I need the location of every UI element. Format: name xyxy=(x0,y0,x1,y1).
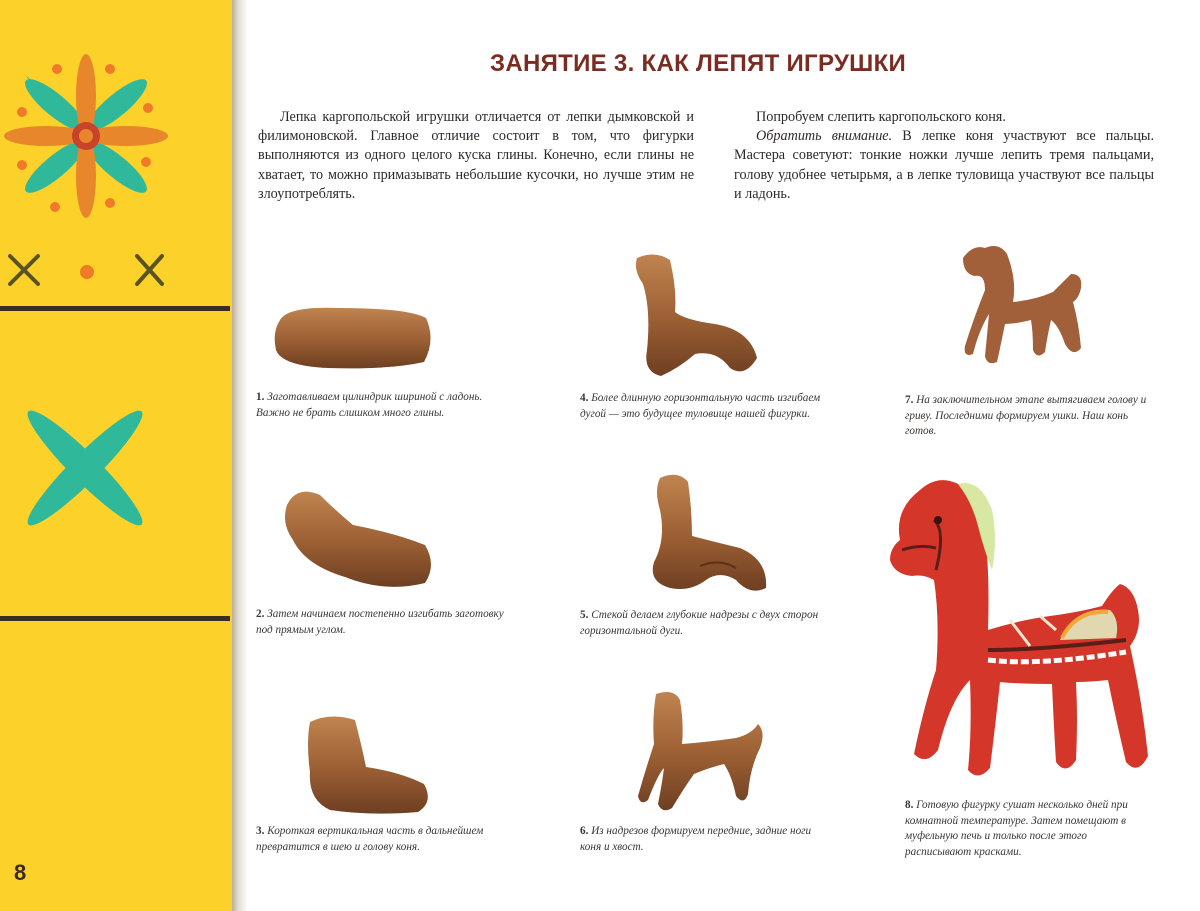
step-2-bent-clay-image xyxy=(275,485,440,595)
attention-label: Обратить внимание. xyxy=(756,128,893,145)
intro-paragraph: Лепка каргопольской игрушки отличается от лепки дымковской и филимоновской. Главное отличие состоит в том, что фигурки выполняются из одного целого куска глины. Конечно, если глины не хватает, то можно примазывать небольшие кусочки, но лучше этим не злоупотреблять. xyxy=(258,109,694,202)
intro-left-column xyxy=(258,108,694,204)
step-3-clay-boot-image xyxy=(300,712,435,817)
step-caption-1: 1. Заготавливаем цилиндрик шириной с ладонь. Важно не брать слишком много глины. xyxy=(256,391,483,419)
band-divider xyxy=(0,306,230,311)
page-number: 8 xyxy=(14,860,27,885)
step-7-clay-horse-image xyxy=(955,240,1090,370)
step-4-clay-arch-image xyxy=(625,250,765,385)
flower-ornament-icon xyxy=(0,0,232,311)
step-caption-3: 3. Короткая вертикальная часть в дальнейшем превратится в шею и голову коня. xyxy=(256,825,484,853)
step-1-clay-cylinder-image xyxy=(268,300,438,380)
intro-lead: Попробуем слепить каргопольского коня. xyxy=(756,109,1006,125)
step-8-painted-horse-image xyxy=(880,470,1160,790)
intro-right-column xyxy=(734,108,1154,204)
step-caption-5: 5. Стекой делаем глубокие надрезы с двух сторон горизонтальной дуги. xyxy=(580,609,819,637)
band-divider xyxy=(0,616,230,621)
step-caption-2: 2. Затем начинаем постепенно изгибать заготовку под прямым углом. xyxy=(256,608,504,636)
page-title: ЗАНЯТИЕ 3. КАК ЛЕПЯТ ИГРУШКИ xyxy=(490,50,907,77)
step-5-clay-notched-image xyxy=(640,470,775,605)
page-gutter-shadow xyxy=(232,0,248,911)
step-caption-4: 4. Более длинную горизонтальную часть изгибаем дугой — это будущее туловище нашей фигурки. xyxy=(580,392,821,420)
decorative-side-band xyxy=(0,0,232,911)
step-6-clay-legs-image xyxy=(628,688,773,818)
attention-note xyxy=(734,127,1154,204)
step-caption-6: 6. Из надрезов формируем передние, задние ноги коня и хвост. xyxy=(580,825,812,853)
cross-ornament-icon xyxy=(0,380,232,580)
step-caption-7: 7. На заключительном этапе вытягиваем голову и гриву. Последними формируем ушки. Наш конь готов. xyxy=(905,394,1147,437)
step-caption-8: 8. Готовую фигурку сушат несколько дней при комнатной температуре. Затем помещают в муфельную печь и только после этого расписывают красками. xyxy=(905,799,1128,858)
attention-text: В лепке коня участвуют все пальцы. Мастера советуют: тонкие ножки лучше лепить тремя пальцами, голову удобнее четырьмя, а в лепке туловища участвуют все пальцы и ладонь. xyxy=(734,128,1154,202)
